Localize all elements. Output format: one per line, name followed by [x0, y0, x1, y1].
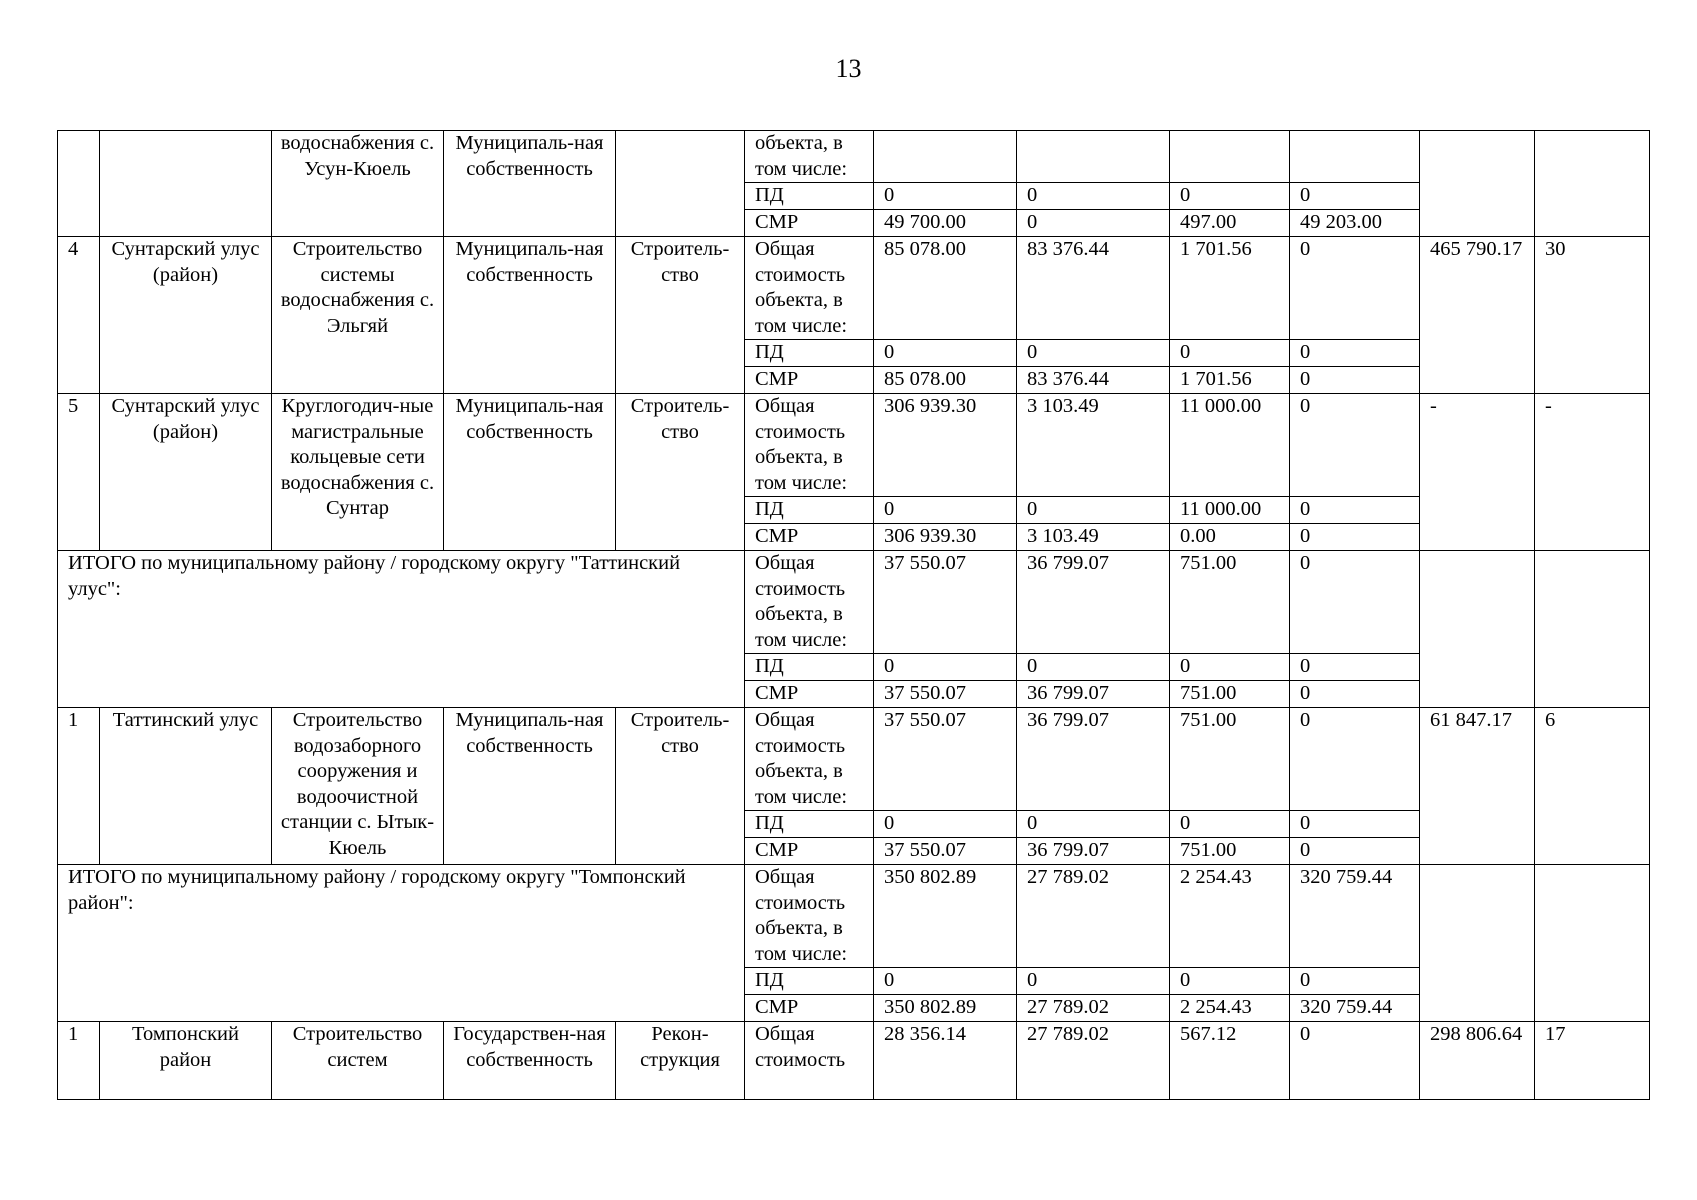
pd-label: ПД	[745, 811, 874, 838]
value-cell: 0	[1170, 811, 1290, 838]
num-cell	[58, 131, 100, 237]
value-cell: 28 356.14	[874, 1022, 1017, 1100]
value-cell: 0	[1290, 524, 1420, 551]
row-number: 1	[58, 1022, 100, 1100]
cost-label-cell: Общая стоимость объекта, в том числе:	[745, 865, 874, 968]
col11-cell: 61 847.17	[1420, 708, 1535, 865]
value-cell: 320 759.44	[1290, 995, 1420, 1022]
col12-cell	[1535, 865, 1650, 1022]
value-cell: 306 939.30	[874, 394, 1017, 497]
value-cell: 0	[1290, 838, 1420, 865]
value-cell: 0	[874, 968, 1017, 995]
district-cell: Сунтарский улус (район)	[100, 237, 272, 394]
value-cell: 85 078.00	[874, 367, 1017, 394]
smr-label: СМР	[745, 838, 874, 865]
district-cell: Томпонский район	[100, 1022, 272, 1100]
value-cell: 0	[874, 654, 1017, 681]
ownership-cell: Муниципаль-ная собственность	[444, 394, 616, 551]
value-cell: 11 000.00	[1170, 497, 1290, 524]
value-cell: 27 789.02	[1017, 865, 1170, 968]
value-cell: 2 254.43	[1170, 865, 1290, 968]
district-total-title: ИТОГО по муниципальному району / городскому округу "Таттинский улус":	[58, 551, 745, 708]
value-cell: 49 203.00	[1290, 210, 1420, 237]
investment-table	[57, 130, 1650, 1100]
value-cell	[1170, 131, 1290, 183]
col12-cell	[1535, 131, 1650, 237]
page-number: 13	[835, 54, 862, 83]
value-cell: 27 789.02	[1017, 995, 1170, 1022]
value-cell: 0	[1017, 497, 1170, 524]
col12-cell: 17	[1535, 1022, 1650, 1100]
value-cell: 3 103.49	[1017, 524, 1170, 551]
smr-label: СМР	[745, 524, 874, 551]
value-cell: 37 550.07	[874, 708, 1017, 811]
value-cell: 0	[1290, 1022, 1420, 1100]
row-number: 5	[58, 394, 100, 551]
work-type-cell	[616, 131, 745, 237]
value-cell	[1290, 131, 1420, 183]
col12-cell	[1535, 551, 1650, 708]
pd-label: ПД	[745, 654, 874, 681]
value-cell: 83 376.44	[1017, 367, 1170, 394]
value-cell: 3 103.49	[1017, 394, 1170, 497]
ownership-cell: Государствен-ная собственность	[444, 1022, 616, 1100]
pd-label: ПД	[745, 340, 874, 367]
value-cell: 36 799.07	[1017, 838, 1170, 865]
value-cell: 2 254.43	[1170, 995, 1290, 1022]
value-cell: 0	[874, 497, 1017, 524]
value-cell: 0	[1170, 183, 1290, 210]
value-cell: 0	[1017, 811, 1170, 838]
col12-cell: -	[1535, 394, 1650, 551]
work-type-cell: Строитель-ство	[616, 708, 745, 865]
smr-label: СМР	[745, 367, 874, 394]
value-cell: 36 799.07	[1017, 681, 1170, 708]
col11-cell: 465 790.17	[1420, 237, 1535, 394]
ownership-cell: Муниципаль-ная собственность	[444, 708, 616, 865]
pd-label: ПД	[745, 968, 874, 995]
cost-label-cell: Общая стоимость объекта, в том числе:	[745, 551, 874, 654]
value-cell: 497.00	[1170, 210, 1290, 237]
value-cell: 0	[1290, 394, 1420, 497]
col11-cell	[1420, 551, 1535, 708]
value-cell: 0	[1290, 367, 1420, 394]
value-cell: 83 376.44	[1017, 237, 1170, 340]
value-cell: 0	[1017, 210, 1170, 237]
value-cell: 49 700.00	[874, 210, 1017, 237]
value-cell: 0	[1290, 811, 1420, 838]
value-cell: 0	[1170, 340, 1290, 367]
work-type-cell: Строитель-ство	[616, 237, 745, 394]
value-cell: 1 701.56	[1170, 367, 1290, 394]
value-cell: 0.00	[1170, 524, 1290, 551]
row-number: 4	[58, 237, 100, 394]
pd-label: ПД	[745, 183, 874, 210]
district-total-title: ИТОГО по муниципальному району / городскому округу "Томпонский район":	[58, 865, 745, 1022]
value-cell: 37 550.07	[874, 551, 1017, 654]
value-cell: 0	[1290, 708, 1420, 811]
col11-cell: 298 806.64	[1420, 1022, 1535, 1100]
value-cell: 350 802.89	[874, 995, 1017, 1022]
value-cell: 0	[1290, 681, 1420, 708]
district-cell	[100, 131, 272, 237]
object-cell: Строительство водозаборного сооружения и водоочистной станции с. Ытык-Кюель	[272, 708, 444, 865]
district-cell: Сунтарский улус (район)	[100, 394, 272, 551]
col11-cell: -	[1420, 394, 1535, 551]
smr-label: СМР	[745, 995, 874, 1022]
col11-cell	[1420, 865, 1535, 1022]
district-cell: Таттинский улус	[100, 708, 272, 865]
value-cell: 0	[1017, 654, 1170, 681]
value-cell: 37 550.07	[874, 681, 1017, 708]
value-cell: 0	[1017, 968, 1170, 995]
cost-label-cell: объекта, в том числе:	[745, 131, 874, 183]
value-cell	[874, 131, 1017, 183]
work-type-cell: Рекон-струкция	[616, 1022, 745, 1100]
value-cell: 0	[1017, 183, 1170, 210]
smr-label: СМР	[745, 210, 874, 237]
object-cell: Строительство системы водоснабжения с. Эльгяй	[272, 237, 444, 394]
object-cell: Круглогодич-ные магистральные кольцевые сети водоснабжения с. Сунтар	[272, 394, 444, 551]
work-type-cell: Строитель-ство	[616, 394, 745, 551]
object-cell: водоснабжения с. Усун-Кюель	[272, 131, 444, 237]
cost-label-cell: Общая стоимость	[745, 1022, 874, 1100]
object-cell: Строительство систем	[272, 1022, 444, 1100]
value-cell: 0	[1290, 183, 1420, 210]
value-cell: 11 000.00	[1170, 394, 1290, 497]
value-cell: 350 802.89	[874, 865, 1017, 968]
value-cell: 37 550.07	[874, 838, 1017, 865]
value-cell: 0	[874, 183, 1017, 210]
value-cell: 0	[874, 811, 1017, 838]
value-cell: 0	[1290, 968, 1420, 995]
value-cell: 0	[1017, 340, 1170, 367]
value-cell	[1017, 131, 1170, 183]
value-cell: 1 701.56	[1170, 237, 1290, 340]
value-cell: 27 789.02	[1017, 1022, 1170, 1100]
cost-label-cell: Общая стоимость объекта, в том числе:	[745, 708, 874, 811]
value-cell: 36 799.07	[1017, 708, 1170, 811]
value-cell: 751.00	[1170, 551, 1290, 654]
value-cell: 36 799.07	[1017, 551, 1170, 654]
value-cell: 0	[1290, 237, 1420, 340]
value-cell: 0	[1290, 551, 1420, 654]
ownership-cell: Муниципаль-ная собственность	[444, 237, 616, 394]
value-cell: 0	[1290, 654, 1420, 681]
value-cell: 320 759.44	[1290, 865, 1420, 968]
col12-cell: 6	[1535, 708, 1650, 865]
value-cell: 0	[1290, 340, 1420, 367]
pd-label: ПД	[745, 497, 874, 524]
value-cell: 0	[1170, 968, 1290, 995]
value-cell: 0	[1290, 497, 1420, 524]
value-cell: 306 939.30	[874, 524, 1017, 551]
ownership-cell: Муниципаль-ная собственность	[444, 131, 616, 237]
value-cell: 751.00	[1170, 838, 1290, 865]
row-number: 1	[58, 708, 100, 865]
smr-label: СМР	[745, 681, 874, 708]
value-cell: 567.12	[1170, 1022, 1290, 1100]
col12-cell: 30	[1535, 237, 1650, 394]
value-cell: 0	[874, 340, 1017, 367]
value-cell: 0	[1170, 654, 1290, 681]
cost-label-cell: Общая стоимость объекта, в том числе:	[745, 394, 874, 497]
col11-cell	[1420, 131, 1535, 237]
value-cell: 85 078.00	[874, 237, 1017, 340]
cost-label-cell: Общая стоимость объекта, в том числе:	[745, 237, 874, 340]
value-cell: 751.00	[1170, 708, 1290, 811]
value-cell: 751.00	[1170, 681, 1290, 708]
